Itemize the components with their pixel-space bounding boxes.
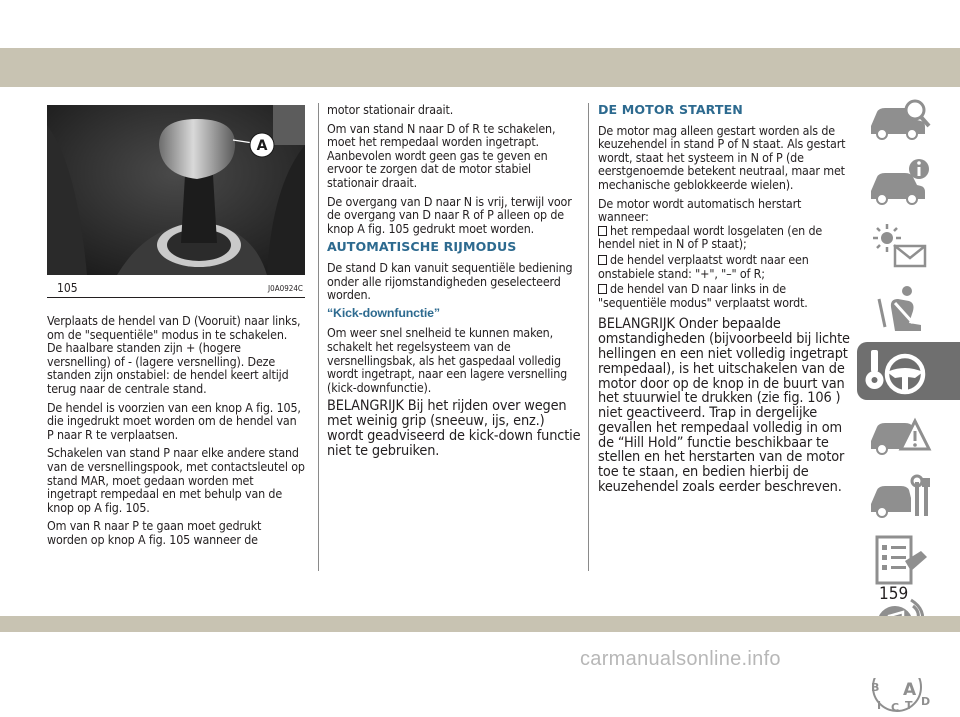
list-item bbox=[598, 224, 850, 251]
column-2 bbox=[327, 103, 581, 463]
tab-safety[interactable] bbox=[857, 277, 960, 339]
watermark: carmanualsonline.info bbox=[580, 648, 781, 670]
paragraph: De hendel is voorzien van een knop A fig. 105, die ingedrukt moet worden om de hendel van P naar R te verplaatsen. bbox=[47, 399, 301, 442]
paragraph: De motor wordt automatisch herstart wanneer: bbox=[598, 195, 802, 225]
header-bar bbox=[0, 48, 960, 87]
list-item-text: de hendel verplaatst wordt naar een onstabiele stand: "+", "–" of R; bbox=[598, 251, 809, 281]
svg-text:B: B bbox=[871, 681, 880, 694]
top-margin bbox=[0, 0, 960, 48]
column-divider bbox=[588, 103, 589, 571]
svg-text:C: C bbox=[891, 701, 900, 714]
tab-warning-lights[interactable] bbox=[857, 214, 960, 276]
column-divider bbox=[318, 103, 319, 571]
paragraph: Om van stand N naar D of R te schakelen, moet het rempedaal worden ingetrapt. Aanbevolen wordt geen gas te geven en ervoor te zorgen dat de motor stabiel stationair draait. bbox=[327, 120, 556, 190]
warning-lights-mail-icon bbox=[865, 216, 935, 274]
svg-text:I: I bbox=[877, 699, 882, 712]
key-steering-wheel-icon bbox=[861, 342, 931, 400]
page-number: 159 bbox=[879, 584, 909, 604]
gear-shifter-photo bbox=[47, 105, 305, 275]
tab-emergency[interactable] bbox=[857, 403, 960, 465]
tab-car-search[interactable] bbox=[857, 88, 960, 150]
checkbox-bullet-icon bbox=[598, 255, 607, 265]
car-tools-icon bbox=[865, 468, 935, 526]
column-3 bbox=[598, 103, 850, 500]
section-heading-automatic-mode: AUTOMATISCHE RIJMODUS bbox=[327, 239, 517, 255]
tab-technical-data[interactable] bbox=[857, 529, 960, 591]
paragraph: Verplaats de hendel van D (Vooruit) naar links, om de "sequentiële" modus in te schakelen. De haalbare standen zijn + (hogere versnelling) of - (lagere versnelling). Deze standen zijn onstabiel: de hendel keert altijd terug naar de centrale stand. bbox=[47, 313, 301, 396]
checkbox-bullet-icon bbox=[598, 284, 607, 294]
paragraph: motor stationair draait. bbox=[327, 102, 454, 117]
tab-starting-driving[interactable] bbox=[857, 340, 960, 402]
car-accident-warning-icon bbox=[865, 405, 935, 463]
svg-text:T: T bbox=[905, 699, 913, 712]
checklist-icon bbox=[865, 531, 935, 589]
paragraph: De motor mag alleen gestart worden als de keuzehendel in stand P of N staat. Als gestart wordt, staat het systeem in N of P (de eerstgenoemde betekent neutraal, maar met mechanische geblokkeerde wielen). bbox=[598, 122, 846, 192]
column-1 bbox=[47, 314, 305, 552]
tab-maintenance[interactable] bbox=[857, 466, 960, 528]
airbag-seat-icon bbox=[865, 279, 935, 337]
important-note: BELANGRIJK Onder bepaalde omstandigheden (bijvoorbeeld bij lichte hellingen en een niet volledig ingetrapt rempedaal), is het uitschakelen van de motor door op de knop in de buurt van het stuurwiel te drukken (zie fig. 106 ) niet geactiveerd. Trap in dergelijke gevallen het rempedaal volledig in om de “Hill Hold” functie beschikbaar te stellen en het herstarten van de motor toe te staan, en bedien hierbij de keuzehendel zoals eerder beschreven. bbox=[598, 316, 850, 496]
subheading-kickdown: “Kick-downfunctie” bbox=[327, 305, 440, 320]
list-item bbox=[598, 253, 850, 280]
figure-callout-label: A bbox=[256, 138, 268, 154]
car-search-icon bbox=[865, 90, 935, 148]
paragraph: De stand D kan vanuit sequentiële bediening onder alle rijomstandigheden geselecteerd worden. bbox=[327, 259, 573, 303]
figure-code: J0A0924C bbox=[268, 284, 303, 293]
list-item-text: de hendel van D naar links in de "sequentiële modus" verplaatst wordt. bbox=[598, 281, 808, 310]
list-item-text: het rempedaal wordt losgelaten (en de hendel niet in N of P staat); bbox=[598, 222, 823, 252]
paragraph: De overgang van D naar N is vrij, terwijl voor de overgang van D naar R of P alleen op de knop A fig. 105 gedrukt moet worden. bbox=[327, 193, 572, 236]
footer-bar bbox=[0, 616, 960, 632]
svg-text:D: D bbox=[921, 695, 931, 708]
important-note: BELANGRIJK Bij het rijden over wegen met weinig grip (sneeuw, ijs, enz.) wordt geadviseerd de kick-down functie niet te gebruiken. bbox=[327, 398, 581, 459]
figure-rule bbox=[47, 297, 305, 298]
car-info-icon bbox=[865, 153, 935, 211]
svg-text:A: A bbox=[903, 680, 917, 700]
paragraph: Schakelen van stand P naar elke andere stand van de versnellingspook, met contactsleutel op stand MAR, moet gedaan worden met ingetrapt rempedaal en met behulp van de knop op A fig. 105. bbox=[47, 445, 305, 515]
checkbox-bullet-icon bbox=[598, 226, 607, 236]
tab-car-info[interactable] bbox=[857, 151, 960, 213]
bottom-margin bbox=[0, 632, 960, 678]
list-item bbox=[598, 282, 850, 309]
section-heading-starting-engine: DE MOTOR STARTEN bbox=[598, 102, 743, 117]
paragraph: Om weer snel snelheid te kunnen maken, schakelt het regelsysteem van de versnellingsbak, als het gaspedaal volledig wordt ingetrapt, naar een lagere versnelling (kick-downfunctie). bbox=[327, 325, 568, 395]
figure-number: 105 bbox=[57, 281, 78, 295]
paragraph: Om van R naar P te gaan moet gedrukt worden op knop A fig. 105 wanneer de bbox=[47, 518, 262, 547]
